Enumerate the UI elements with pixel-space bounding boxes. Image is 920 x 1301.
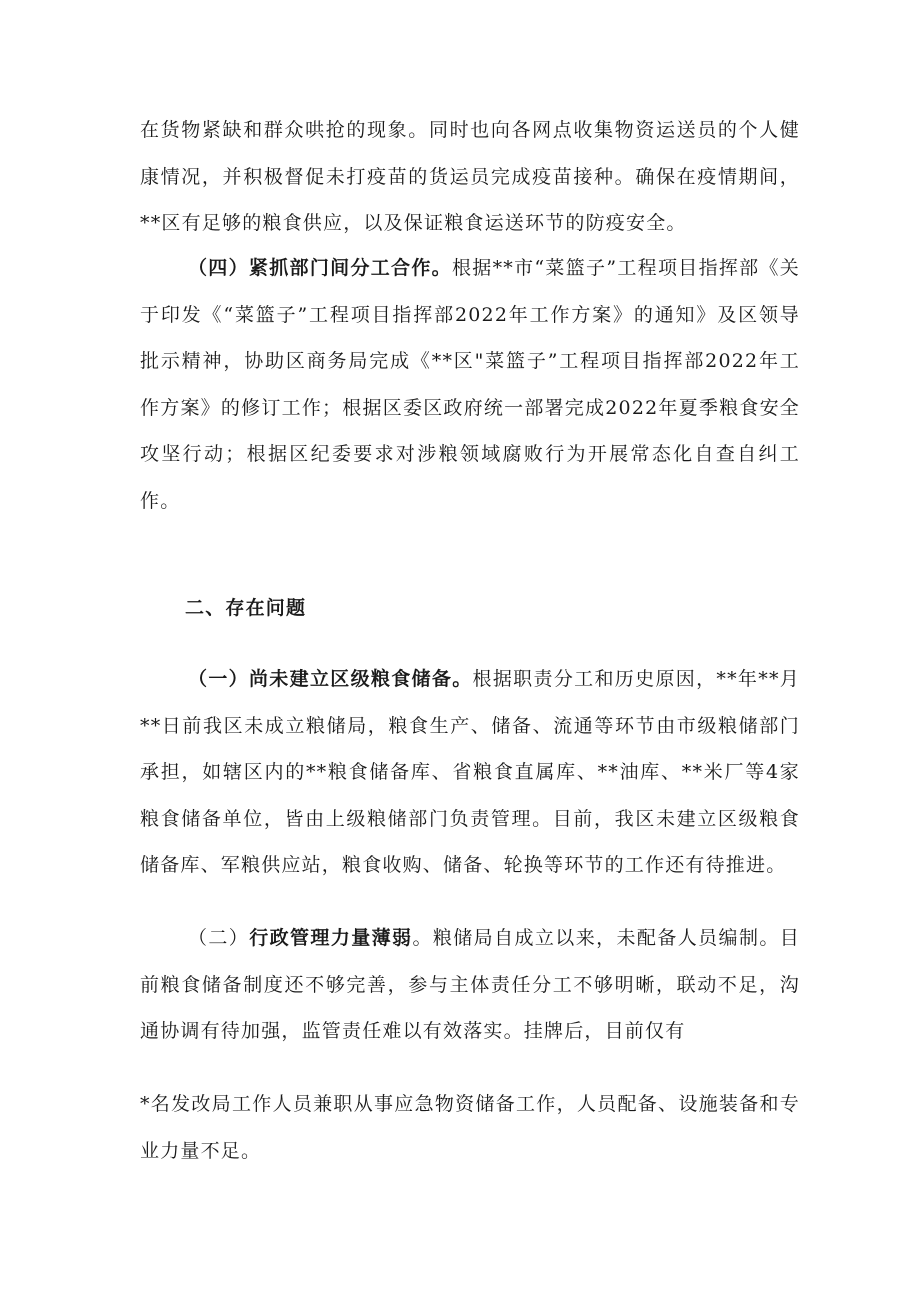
paragraph-problem-2 (140, 915, 800, 1055)
paragraph-text: 在货物紧缺和群众哄抢的现象。同时也向各网点收集物资运送员的个人健康情况，并积极督促未打疫苗的货运员完成疫苗接种。确保在疫情期间，**区有足够的粮食供应，以及保证粮食运送环节的防疫安全。 (140, 119, 800, 234)
paragraph-text: 根据**市“菜篮子”工程项目指挥部《关于印发《“菜篮子”工程项目指挥部2022年工作方案》的通知》及区领导批示精神，协助区商务局完成《**区"菜篮子”工程项目指挥部2022年工作方案》的修订工作；根据区委区政府统一部署完成2022年夏季粮食安全攻坚行动；根据区纪委要求对涉粮领域腐败行为开展常态化自查自纠工作。 (140, 257, 800, 512)
paragraph-body-continued (140, 1081, 800, 1174)
section-lead-heading: 行政管理力量薄弱 (249, 927, 413, 949)
section-heading-problems: 二、存在问题 (185, 597, 307, 619)
section-prefix: （二） (188, 927, 250, 949)
paragraph-text: 。粮储局自成立以来，未配备人员编制。目前粮食储备制度还不够完善，参与主体责任分工不够明晰，联动不足，沟通协调有待加强，监管责任难以有效落实。挂牌后，目前仅有 (140, 927, 800, 1042)
paragraph-section-4 (140, 245, 800, 524)
section-lead-heading: （一）尚未建立区级粮食储备。 (188, 668, 473, 690)
section-lead-heading: （四）紧抓部门间分工合作。 (188, 257, 452, 279)
paragraph-body-1 (140, 107, 800, 247)
paragraph-problem-1 (140, 656, 800, 889)
paragraph-text: *名发改局工作人员兼职从事应急物资储备工作，人员配备、设施装备和专业力量不足。 (140, 1093, 800, 1162)
paragraph-text: 根据职责分工和历史原因，**年**月**日前我区未成立粮储局，粮食生产、储备、流通等环节由市级粮储部门承担，如辖区内的**粮食储备库、省粮食直属库、**油库、**米厂等4家粮食储备单位，皆由上级粮储部门负责管理。目前，我区未建立区级粮食储备库、军粮供应站，粮食收购、储备、轮换等环节的工作还有待推进。 (140, 668, 800, 876)
